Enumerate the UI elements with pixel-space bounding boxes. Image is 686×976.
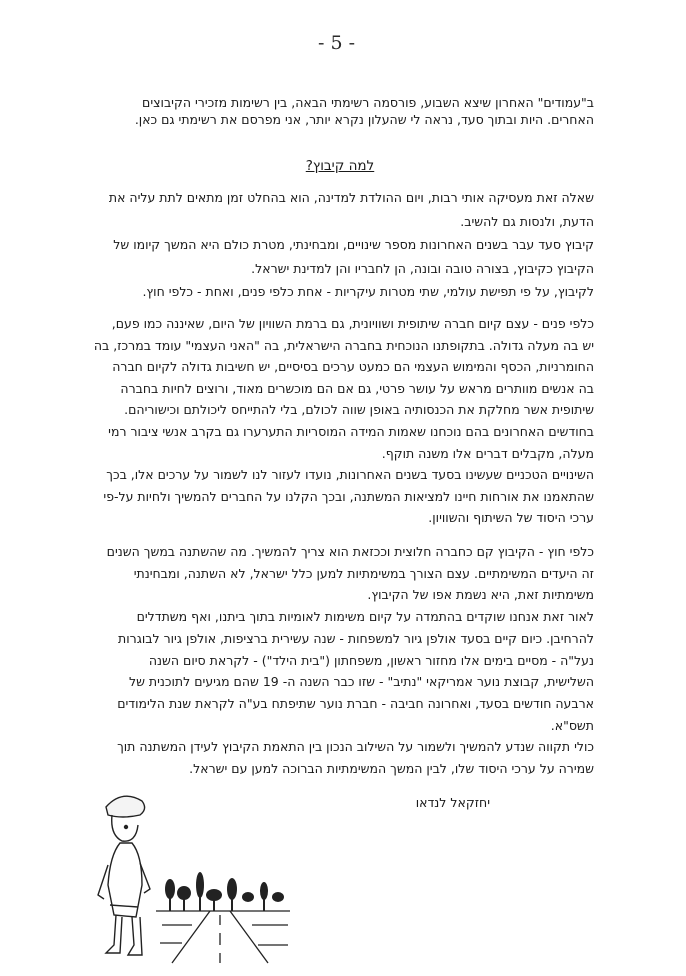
text-line: בחודשים האחרונים בהם נוכחנו שאמות המידה המוסריות התערערו גם בקרב אנשי ציבור רמי [108, 424, 594, 439]
text-line: בה אנשים מוותרים מראש על עושר פרטי, גם אם הם מוכשרים מאוד, ורוצים לחיות בחברה [120, 380, 594, 396]
text-line: שאלה זאת מעסיקה אותי רבות, ויום ההולדת למדינה, הוא בהחלט זמן מתאים לתת עליה את [108, 190, 594, 205]
text-line: כלפי פנים - עצם קיום חברה שיתופית ושוויונית, גם ברמת השוויון של היום, שאיננה כמו פעם, [111, 316, 594, 331]
text-line: נעל"ה - מסיים בימים אלו מחזור ראשון, משפחתון ("בית הילד") - לקראת סיום השנה [148, 652, 594, 668]
text-line: שיתופית אשר מחלקת את הכנסותיה באופן שווה לכולם, בלי להתייחס ליכולתם וכישוריהם. [124, 402, 594, 418]
text-line: החומרניות, הכסף והמימוש העצמי הם כמעט ערכים בסיסיים, יש חשיבות גדולה לקיום חברה [112, 359, 594, 375]
text-line: הדעת, ולנסות גם להשיב. [460, 213, 594, 229]
text-line: השינויים הטכניים שעשינו בסעד בשנים האחרונות, נועדו לעזור לנו לשמור על ערכים אלו, בכך [106, 467, 594, 483]
text-line: מעלה, מקבלים דברים אלו משנה תוקף. [381, 445, 594, 461]
text-line: האחרים. היות ובתוך סעד, נראה לי שהעלון נקרא יותר, אני מפרסם את רשימתי גם כאן. [134, 112, 594, 127]
author-signature: יחזקאל לנדאו [415, 795, 490, 810]
page-number: - 5 - [318, 32, 356, 54]
text-line: הקיבוץ כקיבוץ, בצורה טובה ובונה, הן לחבריו והן למדינת ישראל. [251, 260, 594, 276]
text-line: שמירה על ערכי היסוד שלו, לבין המשך המשימתיות הברוכה למען עם ישראל. [189, 761, 594, 776]
kibbutz-illustration [92, 785, 292, 965]
text-line: תשס"א. [550, 717, 594, 733]
text-line: שהתאמנו את אורחות חיינו למציאות המשתנה, ובכך הקלנו על החברים להמשיך ולחיות על-פי [103, 488, 594, 504]
text-line: להרחיבן. כיום קיים בסעד אולפן גיור למשפחות - שנה עשירית ברציפות, אולפן גיור לבוגרות [118, 630, 594, 646]
text-line: קיבוץ סעד עבר בשנים האחרונות מספר שינויים, ומבחינתי, מטרת כולם היא המשך קיומו של [113, 237, 594, 252]
article-title: למה קיבוץ? [305, 158, 375, 174]
text-line: לאור זאת אנחנו שוקדים בהתמדה על קיום משימות לאומיות בתוך ביתנו, ואף משתדלים [136, 609, 594, 625]
text-line: יש בה מעלה גדולה. בתקופתנו הנוכחית בחברה הישראלית, בה "האני העצמי" עומד במרכז, בה [93, 337, 594, 353]
text-line: משימתיות זאת, היא נשמת אפו של הקיבוץ. [367, 587, 594, 603]
text-line: זה היעדים המשימתיים. עצם הצורך במשימתיות למען כלל ישראל, לא השתנה, ומבחינתי [133, 565, 594, 581]
text-line: השלישית, קבוצת נוער אמריקאי "נתיב" - שזו כבר השנה ה- 19 שהם מגיעים לתוכנית של [128, 674, 594, 690]
text-line: כלפי חוץ - הקיבוץ קם כחברה חלוצית וככזאת הוא צריך להמשיך. מה שהשתנה במשך השנים [106, 544, 594, 559]
text-line: לקיבוץ, על פי תפישת עולמי, שתי מטרות עיקריות - אחת כלפי פנים, ואחת - כלפי חוץ. [142, 284, 594, 299]
text-line: ארבעה חודשים בסעד, ואחרונה חביבה - חברת נוער שתיפתח בע"ה לקראת שנת הלימודים [117, 695, 594, 711]
text-line: ב"עמודים" האחרון שיצא השבוע, פורסמה רשימתי הבאה, בין רשימות מזכירי הקיבוצים [142, 95, 594, 110]
text-line: ערכי היסוד של השיתוף והשוויון. [428, 510, 594, 526]
text-line: כולי תקווה שנדע להמשיך ולשמור על השילוב הנכון בין התאמת הקיבוץ לעידן המשתנה תוך [117, 739, 594, 755]
